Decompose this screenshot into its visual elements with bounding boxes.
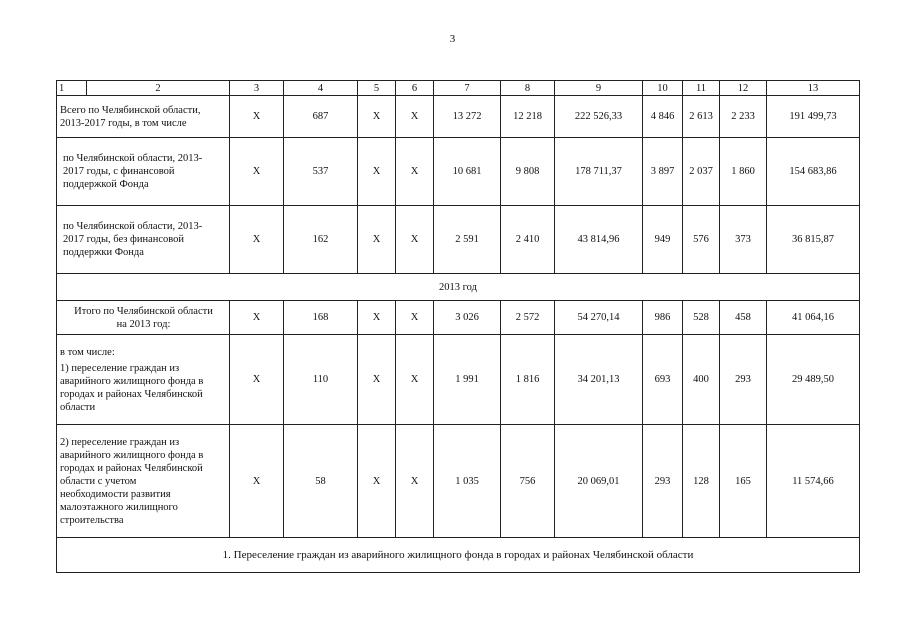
table-cell: 12 218 — [501, 96, 555, 138]
table-cell: 1 860 — [720, 138, 767, 206]
table-cell: X — [230, 335, 284, 425]
table-cell: X — [358, 138, 396, 206]
table-cell: 693 — [643, 335, 683, 425]
header-cell: 2 — [87, 81, 230, 96]
header-row — [57, 81, 860, 96]
header-cell: 12 — [720, 81, 767, 96]
table-row — [57, 335, 860, 425]
table-cell: X — [358, 335, 396, 425]
table-cell: 11 574,66 — [767, 425, 860, 538]
table-cell: 54 270,14 — [555, 301, 643, 335]
header-cell: 9 — [555, 81, 643, 96]
table-cell: X — [358, 206, 396, 274]
table-cell: 458 — [720, 301, 767, 335]
table-cell: 191 499,73 — [767, 96, 860, 138]
table-cell: 29 489,50 — [767, 335, 860, 425]
table-row — [57, 206, 860, 274]
row-label: 2) переселение граждан из аварийного жилищного фонда в городах и районах Челябинской области с учетом необходимости развития малоэтажного жилищного строительства — [57, 425, 230, 538]
table-cell: X — [230, 96, 284, 138]
header-cell: 13 — [767, 81, 860, 96]
table-cell: X — [396, 425, 434, 538]
resettlement-table — [56, 80, 860, 573]
table-cell: 687 — [284, 96, 358, 138]
table-cell: X — [230, 206, 284, 274]
table-cell: 2 572 — [501, 301, 555, 335]
table-cell: 58 — [284, 425, 358, 538]
table-cell: 1 991 — [434, 335, 501, 425]
table-cell: 9 808 — [501, 138, 555, 206]
table-cell: X — [358, 301, 396, 335]
table-cell: 4 846 — [643, 96, 683, 138]
table-cell: 2 233 — [720, 96, 767, 138]
header-cell: 1 — [57, 81, 87, 96]
table-cell: 154 683,86 — [767, 138, 860, 206]
table-cell: 162 — [284, 206, 358, 274]
table-row — [57, 301, 860, 335]
table-cell: 293 — [643, 425, 683, 538]
header-cell: 5 — [358, 81, 396, 96]
table-cell: 34 201,13 — [555, 335, 643, 425]
table-cell: 110 — [284, 335, 358, 425]
table-cell: 20 069,01 — [555, 425, 643, 538]
table-cell: 2 613 — [683, 96, 720, 138]
table-cell: 949 — [643, 206, 683, 274]
table-cell: X — [396, 206, 434, 274]
table-cell: 128 — [683, 425, 720, 538]
table-cell: X — [358, 425, 396, 538]
table-cell: 576 — [683, 206, 720, 274]
table-cell: 756 — [501, 425, 555, 538]
table-cell: 293 — [720, 335, 767, 425]
header-cell: 3 — [230, 81, 284, 96]
table-cell: 13 272 — [434, 96, 501, 138]
table-row — [57, 425, 860, 538]
table-cell: 222 526,33 — [555, 96, 643, 138]
row-label: Итого по Челябинской области на 2013 год: — [57, 301, 230, 335]
section-heading-row — [57, 538, 860, 573]
table-cell: X — [230, 301, 284, 335]
table-cell: 986 — [643, 301, 683, 335]
header-cell: 4 — [284, 81, 358, 96]
table-cell: 41 064,16 — [767, 301, 860, 335]
table-cell: 1 816 — [501, 335, 555, 425]
row-label: по Челябинской области, 2013- 2017 годы, без финансовой поддержки Фонда — [57, 206, 230, 274]
table-cell: 178 711,37 — [555, 138, 643, 206]
row-label: в том числе: 1) переселение граждан из аварийного жилищного фонда в городах и районах Челябинской области — [57, 335, 230, 425]
header-cell: 11 — [683, 81, 720, 96]
table-cell: 3 026 — [434, 301, 501, 335]
table-cell: 3 897 — [643, 138, 683, 206]
table-cell: 2 591 — [434, 206, 501, 274]
table-cell: 36 815,87 — [767, 206, 860, 274]
header-cell: 7 — [434, 81, 501, 96]
table-row — [57, 96, 860, 138]
table-cell: 168 — [284, 301, 358, 335]
page-number: 3 — [449, 33, 456, 45]
section-heading: 1. Переселение граждан из аварийного жилищного фонда в городах и районах Челябинской области — [57, 538, 860, 573]
table-cell: 10 681 — [434, 138, 501, 206]
year-heading-row — [57, 274, 860, 301]
year-heading: 2013 год — [57, 274, 860, 301]
header-cell: 10 — [643, 81, 683, 96]
table-cell: 1 035 — [434, 425, 501, 538]
table-cell: X — [396, 96, 434, 138]
table-cell: 2 037 — [683, 138, 720, 206]
table-cell: 400 — [683, 335, 720, 425]
table-cell: 2 410 — [501, 206, 555, 274]
table-cell: 43 814,96 — [555, 206, 643, 274]
table-cell: 528 — [683, 301, 720, 335]
row-label: Всего по Челябинской области, 2013-2017 годы, в том числе — [57, 96, 230, 138]
table-cell: 373 — [720, 206, 767, 274]
table-cell: 537 — [284, 138, 358, 206]
table-cell: X — [358, 96, 396, 138]
table-cell: X — [230, 138, 284, 206]
table-cell: X — [396, 138, 434, 206]
table-cell: 165 — [720, 425, 767, 538]
table-row — [57, 138, 860, 206]
table-cell: X — [396, 301, 434, 335]
row-label: по Челябинской области, 2013- 2017 годы, с финансовой поддержкой Фонда — [57, 138, 230, 206]
table-cell: X — [230, 425, 284, 538]
header-cell: 6 — [396, 81, 434, 96]
table-cell: X — [396, 335, 434, 425]
header-cell: 8 — [501, 81, 555, 96]
